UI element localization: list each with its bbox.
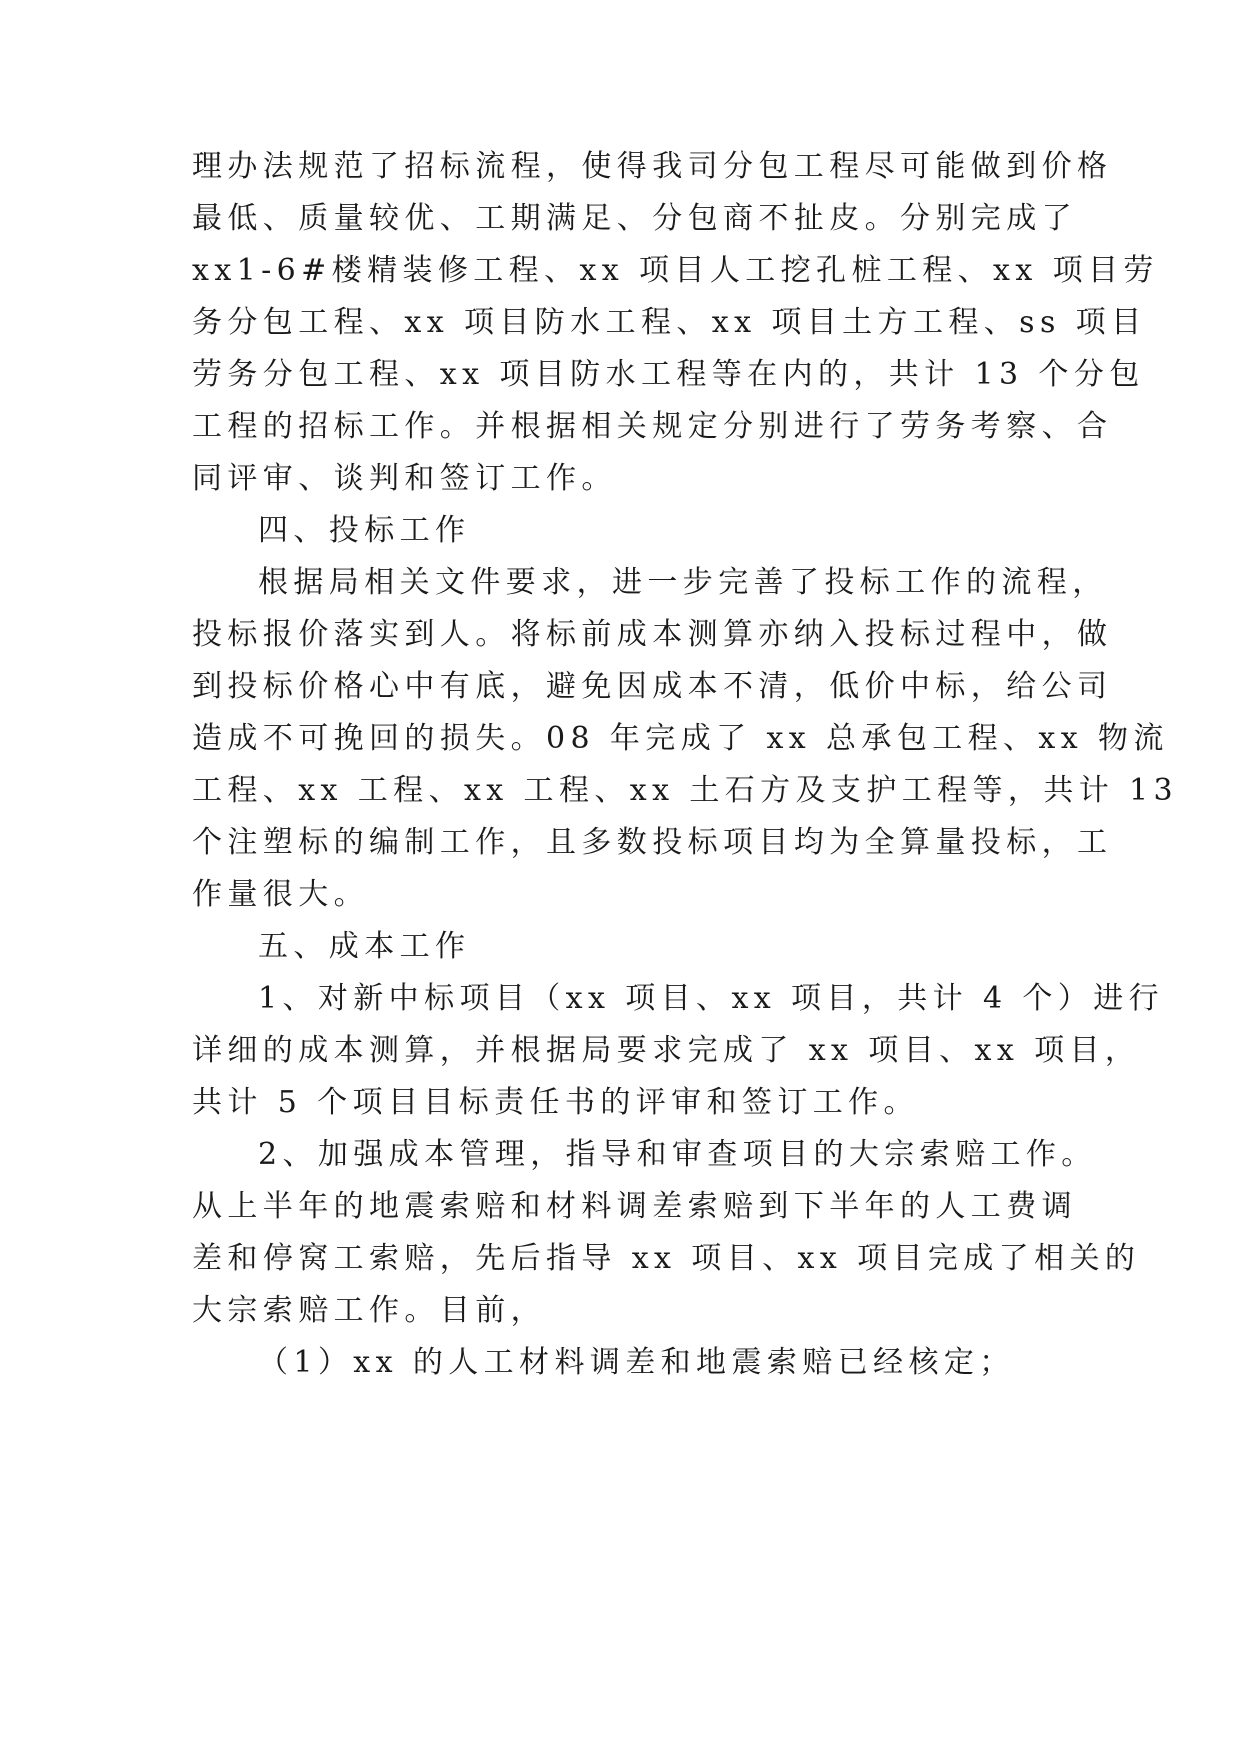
- paragraph-line: xx1-6#楼精装修工程、xx 项目人工挖孔桩工程、xx 项目劳: [192, 253, 1159, 288]
- paragraph-line: 详细的成本测算，并根据局要求完成了 xx 项目、xx 项目，: [192, 1033, 1141, 1068]
- paragraph-line: 同评审、谈判和签订工作。: [192, 461, 617, 496]
- paragraph-line: 差和停窝工索赔，先后指导 xx 项目、xx 项目完成了相关的: [192, 1241, 1141, 1276]
- paragraph-line: 劳务分包工程、xx 项目防水工程等在内的，共计 13 个分包: [192, 357, 1145, 392]
- paragraph-line: 最低、质量较优、工期满足、分包商不扯皮。分别完成了: [192, 201, 1077, 236]
- paragraph-line: 从上半年的地震索赔和材料调差索赔到下半年的人工费调: [192, 1189, 1077, 1224]
- paragraph-line: 造成不可挽回的损失。08 年完成了 xx 总承包工程、xx 物流: [192, 721, 1169, 756]
- paragraph-line: 工程的招标工作。并根据相关规定分别进行了劳务考察、合: [192, 409, 1113, 444]
- paragraph-line: 个注塑标的编制工作，且多数投标项目均为全算量投标，工: [192, 825, 1113, 860]
- paragraph-line: （1）xx 的人工材料调差和地震索赔已经核定；: [258, 1345, 1015, 1380]
- paragraph-line: 2、加强成本管理，指导和审查项目的大宗索赔工作。: [258, 1137, 1097, 1172]
- paragraph-line: 1、对新中标项目（xx 项目、xx 项目，共计 4 个）进行: [258, 981, 1164, 1016]
- paragraph-line: 共计 5 个项目目标责任书的评审和签订工作。: [192, 1085, 919, 1120]
- paragraph-line: 理办法规范了招标流程，使得我司分包工程尽可能做到价格: [192, 149, 1113, 184]
- paragraph-line: 到投标价格心中有底，避免因成本不清，低价中标，给公司: [192, 669, 1113, 704]
- paragraph-line: 根据局相关文件要求，进一步完善了投标工作的流程，: [258, 565, 1108, 600]
- paragraph-line: 投标报价落实到人。将标前成本测算亦纳入投标过程中，做: [192, 617, 1113, 652]
- section-heading: 五、成本工作: [258, 929, 471, 964]
- paragraph-line: 工程、xx 工程、xx 工程、xx 土石方及支护工程等，共计 13: [192, 773, 1179, 808]
- paragraph-line: 务分包工程、xx 项目防水工程、xx 项目土方工程、ss 项目: [192, 305, 1147, 340]
- paragraph-line: 大宗索赔工作。目前，: [192, 1293, 546, 1328]
- section-heading: 四、投标工作: [258, 513, 471, 548]
- paragraph-line: 作量很大。: [192, 877, 369, 912]
